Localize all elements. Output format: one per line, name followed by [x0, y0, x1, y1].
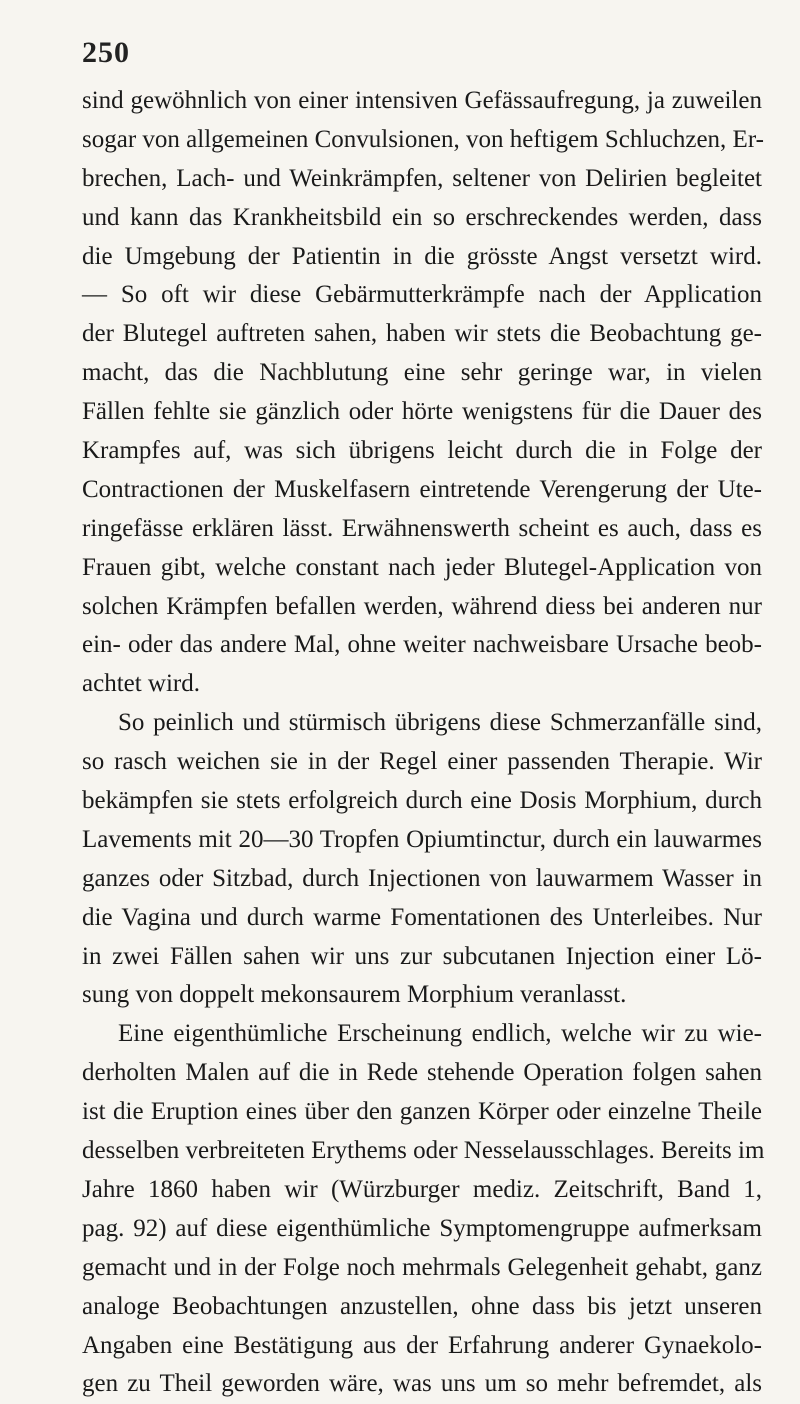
text-line: ringefässe erklären lässt. Erwähnenswerth scheint es auch, dass es — [82, 514, 762, 542]
text-line: desselben verbreiteten Erythems oder Nesselausschlages. Bereits im — [82, 1137, 765, 1165]
text-line: Contractionen der Muskelfasern eintretende Verengerung der Ute- — [82, 475, 762, 503]
text-line: sogar von allgemeinen Convulsionen, von heftigem Schluchzen, Er- — [82, 125, 764, 153]
text-line: gen zu Theil geworden wäre, was uns um so mehr befremdet, als — [82, 1370, 762, 1398]
text-line: ganzes oder Sitzbad, durch Injectionen von lauwarmem Wasser in — [82, 864, 762, 892]
text-line: Lavements mit 20—30 Tropfen Opiumtinctur, durch ein lauwarmes — [82, 825, 762, 853]
text-line: solchen Krämpfen befallen werden, während diess bei anderen nur — [82, 592, 762, 620]
body-text — [82, 82, 765, 1404]
text-line: Jahre 1860 haben wir (Würzburger mediz. Zeitschrift, Band 1, — [82, 1175, 762, 1203]
text-line: ist die Eruption eines über den ganzen Körper oder einzelne Theile — [82, 1098, 762, 1126]
text-line: Angaben eine Bestätigung aus der Erfahrung anderer Gynaekolo- — [82, 1331, 762, 1359]
text-line: sind gewöhnlich von einer intensiven Gefässaufregung, ja zuweilen — [82, 87, 762, 114]
text-line: gemacht und in der Folge noch mehrmals Gelegenheit gehabt, ganz — [82, 1253, 762, 1281]
text-line: brechen, Lach- und Weinkrämpfen, seltener von Delirien begleitet — [82, 164, 762, 192]
text-line: und kann das Krankheitsbild ein so erschreckendes werden, dass — [82, 203, 762, 231]
text-line: — So oft wir diese Gebärmutterkrämpfe nach der Application — [82, 281, 762, 309]
text-line: pag. 92) auf diese eigenthümliche Symptomengruppe aufmerksam — [82, 1214, 762, 1242]
text-line: ein- oder das andere Mal, ohne weiter nachweisbare Ursache beob- — [82, 631, 762, 659]
text-line: der Blutegel auftreten sahen, haben wir stets die Beobachtung ge- — [82, 320, 762, 348]
text-line: die Vagina und durch warme Fomentationen des Unterleibes. Nur — [82, 903, 762, 931]
text-line: macht, das die Nachblutung eine sehr geringe war, in vielen — [82, 359, 762, 387]
text-line: Fällen fehlte sie gänzlich oder hörte wenigstens für die Dauer des — [82, 398, 762, 426]
text-line: achtet wird. — [82, 670, 201, 698]
text-line: derholten Malen auf die in Rede stehende Operation folgen sahen — [82, 1059, 762, 1087]
text-line: bekämpfen sie stets erfolgreich durch eine Dosis Morphium, durch — [82, 787, 762, 815]
text-line: sung von doppelt mekonsaurem Morphium veranlasst. — [82, 981, 627, 1009]
text-line: so rasch weichen sie in der Regel einer passenden Therapie. Wir — [82, 748, 762, 776]
text-line: Frauen gibt, welche constant nach jeder Blutegel-Application von — [82, 553, 762, 581]
text-line: Eine eigenthümliche Erscheinung endlich, welche wir zu wie- — [118, 1020, 762, 1048]
text-line: analoge Beobachtungen anzustellen, ohne dass bis jetzt unseren — [82, 1292, 762, 1320]
text-line: die Umgebung der Patientin in die grösste Angst versetzt wird. — [82, 242, 762, 270]
text-line: Krampfes auf, was sich übrigens leicht durch die in Folge der — [82, 437, 762, 465]
text-line: in zwei Fällen sahen wir uns zur subcutanen Injection einer Lö- — [82, 942, 762, 970]
text-line: So peinlich und stürmisch übrigens diese Schmerzanfälle sind, — [118, 709, 762, 737]
page-number: 250 — [82, 36, 130, 69]
